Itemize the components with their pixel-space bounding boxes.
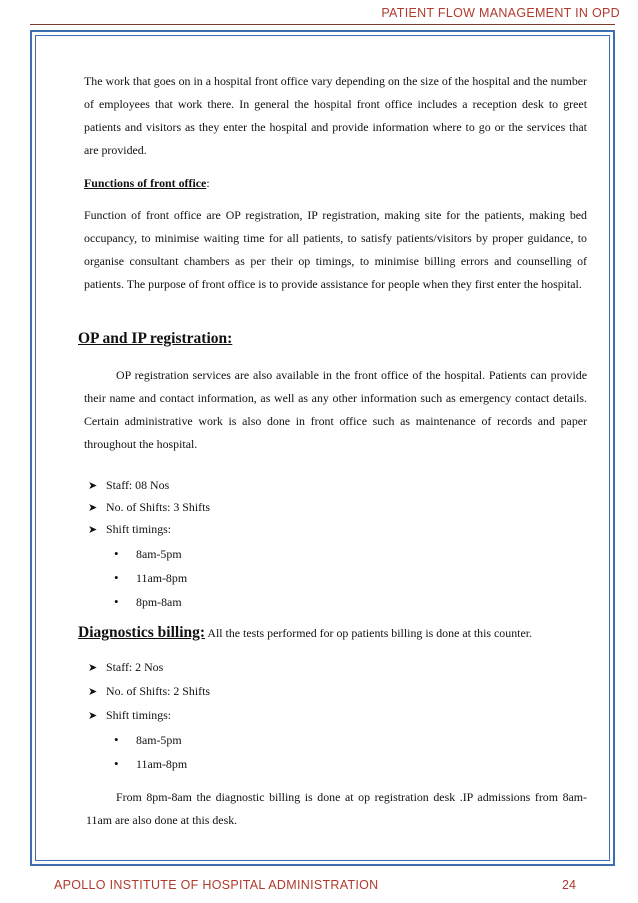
functions-paragraph: Function of front office are OP registration, IP registration, making site for the patients, making bed occupancy, to minimise waiting time for all patients, to satisfy patients/visitors by proper guidance, to organise consultant chambers as per their op timings, to minimise billing errors and counselling of patients. The purpose of front office is to provide assistance for people when they first enter the hospital. (84, 208, 587, 291)
arrow-bullet-icon: ➤ (88, 480, 98, 492)
arrow-bullet-icon: ➤ (88, 686, 98, 698)
op-ip-heading: OP and IP registration: (78, 330, 233, 347)
list-item (114, 756, 187, 772)
dot-bullet-icon: • (114, 756, 119, 771)
arrow-bullet-icon: ➤ (88, 662, 98, 674)
diagnostics-shifts: No. of Shifts: 2 Shifts (106, 684, 211, 698)
dot-bullet-icon: • (114, 570, 119, 585)
list-item (114, 732, 182, 748)
footer-institute: APOLLO INSTITUTE OF HOSPITAL ADMINISTRATION (54, 878, 379, 892)
list-item (88, 500, 210, 515)
page-number: 24 (562, 878, 576, 892)
op-ip-timing-1: 8am-5pm (136, 547, 182, 561)
running-header: PATIENT FLOW MANAGEMENT IN OPD (381, 6, 620, 20)
arrow-bullet-icon: ➤ (88, 524, 98, 536)
list-item (114, 546, 182, 562)
diagnostics-heading-line (78, 624, 532, 642)
list-item (88, 522, 171, 537)
list-item (88, 660, 163, 675)
list-item (88, 478, 169, 493)
diagnostics-timing-1: 8am-5pm (136, 733, 182, 747)
diagnostics-closing-paragraph: From 8pm-8am the diagnostic billing is done at op registration desk .IP admissions from 8am-11am are also done at this desk. (86, 790, 587, 827)
op-ip-timing-2: 11am-8pm (136, 571, 188, 585)
diagnostics-description: All the tests performed for op patients billing is done at this counter. (207, 626, 532, 640)
list-item (88, 708, 171, 723)
dot-bullet-icon: • (114, 546, 119, 561)
diagnostics-shift-timings-label: Shift timings: (106, 708, 172, 722)
list-item (114, 570, 187, 586)
op-ip-shifts: No. of Shifts: 3 Shifts (106, 500, 211, 514)
header-divider (30, 24, 615, 25)
arrow-bullet-icon: ➤ (88, 710, 98, 722)
op-ip-paragraph: OP registration services are also available in the front office of the hospital. Patients can provide their name and contact information, as well as any other information such as emergency contact details. Certain administrative work is also done in front office such as maintenance of records and paper throughout the hospital. (84, 368, 587, 451)
dot-bullet-icon: • (114, 732, 119, 747)
functions-heading-colon: : (206, 176, 210, 190)
functions-heading: Functions of front office (84, 176, 207, 190)
list-item (88, 684, 210, 699)
intro-paragraph: The work that goes on in a hospital front office vary depending on the size of the hospital and the number of employees that work there. In general the hospital front office includes a reception desk to greet patients and visitors as they enter the hospital and provide information where to go or the services that are provided. (84, 74, 587, 157)
op-ip-staff: Staff: 08 Nos (106, 478, 170, 492)
arrow-bullet-icon: ➤ (88, 502, 98, 514)
functions-heading-line (84, 176, 210, 191)
diagnostics-heading: Diagnostics billing: (78, 624, 206, 641)
dot-bullet-icon: • (114, 594, 119, 609)
op-ip-timing-3: 8pm-8am (136, 595, 182, 609)
list-item (114, 594, 182, 610)
diagnostics-timing-2: 11am-8pm (136, 757, 188, 771)
op-ip-shift-timings-label: Shift timings: (106, 522, 172, 536)
diagnostics-staff: Staff: 2 Nos (106, 660, 164, 674)
